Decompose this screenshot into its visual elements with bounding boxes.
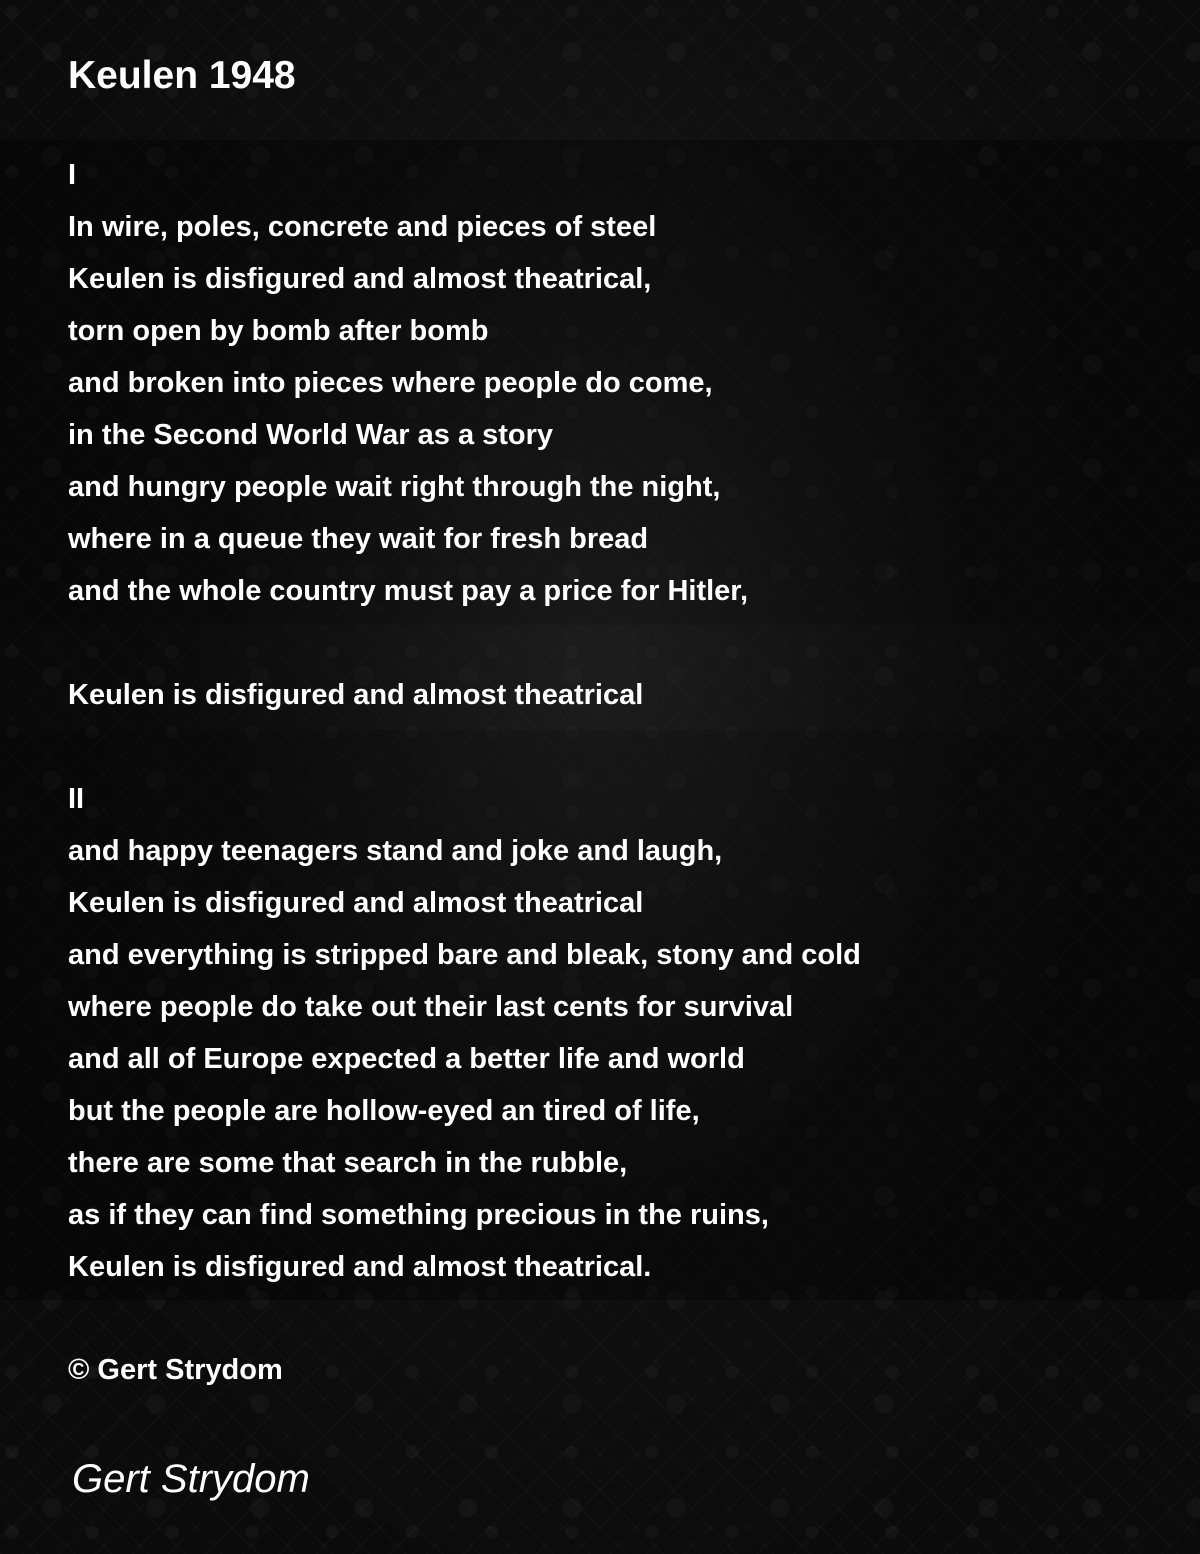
poem-line: torn open by bomb after bomb	[68, 315, 489, 347]
poem-line: Keulen is disfigured and almost theatrical	[68, 887, 644, 919]
poem-line: and all of Europe expected a better life and world	[68, 1043, 745, 1075]
poem-line: Keulen is disfigured and almost theatrical,	[68, 263, 652, 295]
poem-line: in the Second World War as a story	[68, 419, 554, 451]
poem-refrain: Keulen is disfigured and almost theatrical	[68, 679, 644, 711]
poem-line: as if they can find something precious in the ruins,	[68, 1199, 769, 1231]
section-numeral: I	[68, 159, 77, 191]
poem-line: where in a queue they wait for fresh bread	[68, 523, 649, 555]
poem-line: there are some that search in the rubble,	[68, 1147, 628, 1179]
section-numeral: II	[68, 783, 85, 815]
poem-line: and everything is stripped bare and bleak, stony and cold	[68, 939, 861, 971]
poem-line: and the whole country must pay a price for Hitler,	[68, 575, 749, 607]
poem-line: and broken into pieces where people do come,	[68, 367, 713, 399]
poem-line: Keulen is disfigured and almost theatrical.	[68, 1251, 652, 1283]
author-signature: Gert Strydom	[72, 1457, 310, 1501]
copyright-notice: © Gert Strydom	[68, 1354, 283, 1386]
poem-line: but the people are hollow-eyed an tired of life,	[68, 1095, 700, 1127]
poem-title: Keulen 1948	[68, 54, 296, 97]
poem-line: and happy teenagers stand and joke and laugh,	[68, 835, 723, 867]
poem-line: In wire, poles, concrete and pieces of steel	[68, 211, 657, 243]
poem-line: where people do take out their last cents for survival	[68, 991, 794, 1023]
poem-line: and hungry people wait right through the night,	[68, 471, 721, 503]
